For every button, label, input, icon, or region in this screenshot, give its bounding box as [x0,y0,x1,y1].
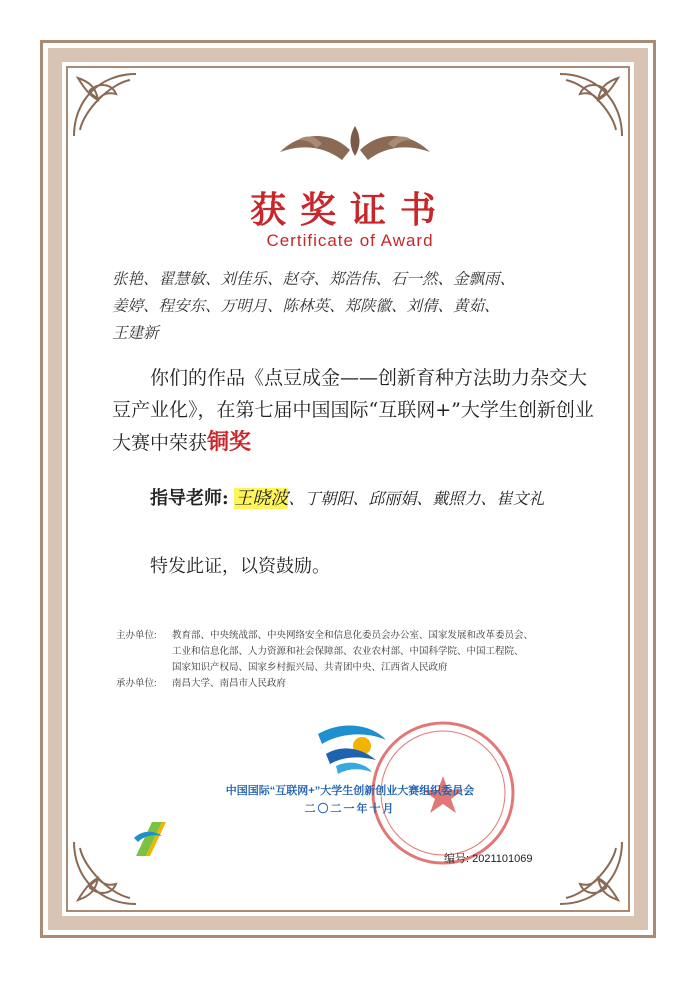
certificate-title-cn: 获奖证书 [249,189,450,231]
organizers-block [116,628,586,692]
conclusion-text: 特发此证，以资鼓励。 [150,556,330,577]
host-line: 国家知识产权局、国家乡村振兴局、共青团中央、江西省人民政府 [172,662,448,673]
corner-ornament-icon [70,838,140,908]
host-line: 教育部、中央统战部、中央网络安全和信息化委员会办公室、国家发展和改革委员会、 [172,630,534,641]
award-statement-text: 你们的作品《点豆成金——创新育种方法助力杂交大豆产业化》，在第七届中国国际“互联网+”大学生创新创业大赛中荣获 [112,367,594,454]
corner-ornament-icon [70,70,140,140]
host-label: 主办单位: [116,630,157,641]
advisor-line [150,484,610,510]
award-statement [112,362,600,459]
certificate-title-en: Certificate of Award [266,231,434,250]
names-line: 姜婷、程安东、万明月、陈林英、郑陕徽、刘倩、黄茹、 [112,297,500,315]
undertake-label: 承办单位: [116,678,157,689]
committee-name: 中国国际“互联网+”大学生创新创业大赛组织委员会 [225,785,475,797]
top-center-ornament-icon [262,120,448,162]
undertake-value: 南昌大学、南昌市人民政府 [172,678,287,689]
awardee-names [112,266,582,347]
seventh-competition-logo-icon [132,816,282,862]
serial-value: 2021101069 [472,853,533,865]
corner-ornament-icon [556,838,626,908]
advisor-other-names: 、丁朝阳、邱丽娟、戴照力、崔文礼 [288,489,545,508]
names-line: 王建新 [112,324,159,342]
host-line: 工业和信息化部、人力资源和社会保障部、农业农村部、中国科学院、中国工程院、 [172,646,524,657]
serial-number [444,850,533,866]
advisor-label: 指导老师: [150,488,229,509]
issue-date: 二〇二一年十月 [304,803,396,815]
award-level: 铜奖 [207,429,252,455]
names-line: 张艳、翟慧敏、刘佳乐、赵夺、郑浩伟、石一然、金飘雨、 [112,270,516,288]
advisor-first-name: 王晓波 [234,488,289,509]
serial-label: 编号: [444,853,470,865]
corner-ornament-icon [556,70,626,140]
